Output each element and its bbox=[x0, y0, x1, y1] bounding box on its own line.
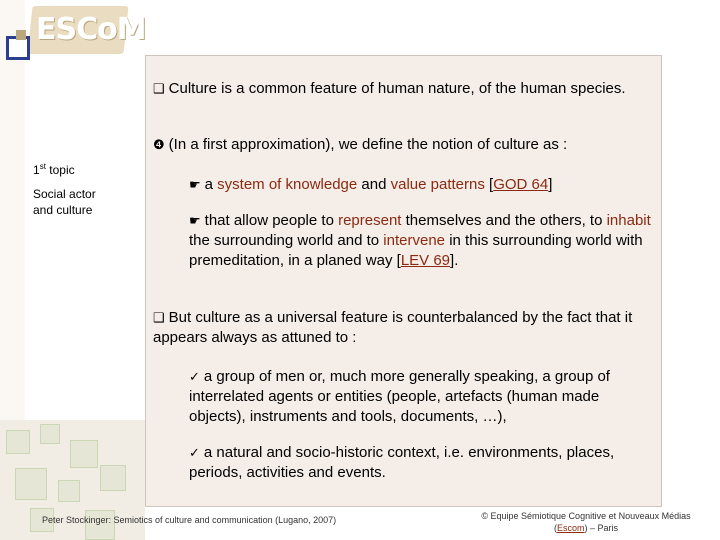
escom-logo bbox=[4, 4, 146, 62]
logo-text: ESCoM bbox=[36, 12, 146, 47]
paragraph-definition-text: (In a first approximation), we define the notion of culture as : bbox=[168, 136, 568, 153]
topic-label bbox=[33, 162, 75, 177]
represent-text-1: that allow people to bbox=[204, 212, 334, 229]
paragraph-represent bbox=[189, 211, 654, 271]
paragraph-context-text: a natural and socio-historic context, i.e. environments, places, periods, activities and events. bbox=[189, 444, 615, 481]
highlight-represent: represent bbox=[338, 212, 402, 229]
highlight-intervene: intervene bbox=[383, 232, 446, 249]
paragraph-group bbox=[189, 367, 659, 427]
represent-text-3: the surrounding world and to bbox=[189, 232, 380, 249]
represent-text-2: themselves and the others, to bbox=[405, 212, 603, 229]
reference-link-lev69[interactable]: LEV 69 bbox=[400, 252, 451, 269]
paragraph-definition bbox=[153, 135, 658, 155]
topic-word: topic bbox=[49, 163, 75, 177]
paragraph-counterbalanced bbox=[153, 308, 648, 348]
ref-close-bracket: ] bbox=[548, 176, 553, 193]
topic-number: 1 bbox=[33, 163, 40, 177]
numbered-bullet-icon: ❹ bbox=[153, 137, 165, 152]
logo-square-icon bbox=[6, 36, 30, 60]
paragraph-system bbox=[189, 175, 654, 195]
footer-author: Peter Stockinger: Semiotics of culture and communication (Lugano, 2007) bbox=[42, 515, 337, 525]
highlight-inhabit: inhabit bbox=[606, 212, 651, 229]
section-line-1: Social actor bbox=[33, 187, 96, 201]
ref-close-bracket: ]. bbox=[450, 252, 459, 269]
system-text-a: a bbox=[204, 176, 213, 193]
checkmark-icon: ✓ bbox=[189, 369, 200, 384]
paragraph-culture-text: Culture is a common feature of human nature, of the human species. bbox=[168, 80, 626, 97]
paragraph-context bbox=[189, 443, 654, 483]
ref-open-bracket: [ bbox=[489, 176, 494, 193]
pointing-hand-icon: ☛ bbox=[189, 213, 201, 228]
section-line-2: and culture bbox=[33, 203, 93, 217]
reference-link-god64[interactable]: GOD 64 bbox=[493, 176, 549, 193]
paragraph-culture bbox=[153, 79, 653, 99]
footer-escom-link[interactable]: Escom bbox=[556, 523, 585, 533]
footer-paren-close: ) – Paris bbox=[584, 523, 619, 533]
paragraph-group-text: a group of men or, much more generally speaking, a group of interrelated agents or entities (people, artefacts (human made objects), instruments and tools, documents, …), bbox=[189, 368, 610, 425]
system-text-and: and bbox=[361, 176, 387, 193]
footer-copyright bbox=[455, 510, 717, 534]
checkmark-icon: ✓ bbox=[189, 445, 200, 460]
highlight-value-patterns: value patterns bbox=[390, 176, 485, 193]
topic-ordinal: st bbox=[39, 162, 46, 171]
footer-copyright-line1: © Equipe Sémiotique Cognitive et Nouveaux Médias bbox=[481, 511, 691, 521]
footer-paren-open: ( bbox=[553, 523, 557, 533]
ref-open-bracket: [ bbox=[396, 252, 401, 269]
sidebar bbox=[25, 155, 145, 325]
pointing-hand-icon: ☛ bbox=[189, 177, 201, 192]
section-title bbox=[33, 186, 138, 218]
paragraph-counterbalanced-text: But culture as a universal feature is counterbalanced by the fact that it appears always as attuned to : bbox=[153, 309, 633, 346]
content-box bbox=[145, 55, 662, 507]
square-bullet-icon: ❑ bbox=[153, 81, 165, 96]
represent-text-4: in this surrounding world with premeditation, in a planed way bbox=[189, 232, 643, 269]
square-bullet-icon: ❑ bbox=[153, 310, 165, 325]
highlight-system-of-knowledge: system of knowledge bbox=[217, 176, 358, 193]
